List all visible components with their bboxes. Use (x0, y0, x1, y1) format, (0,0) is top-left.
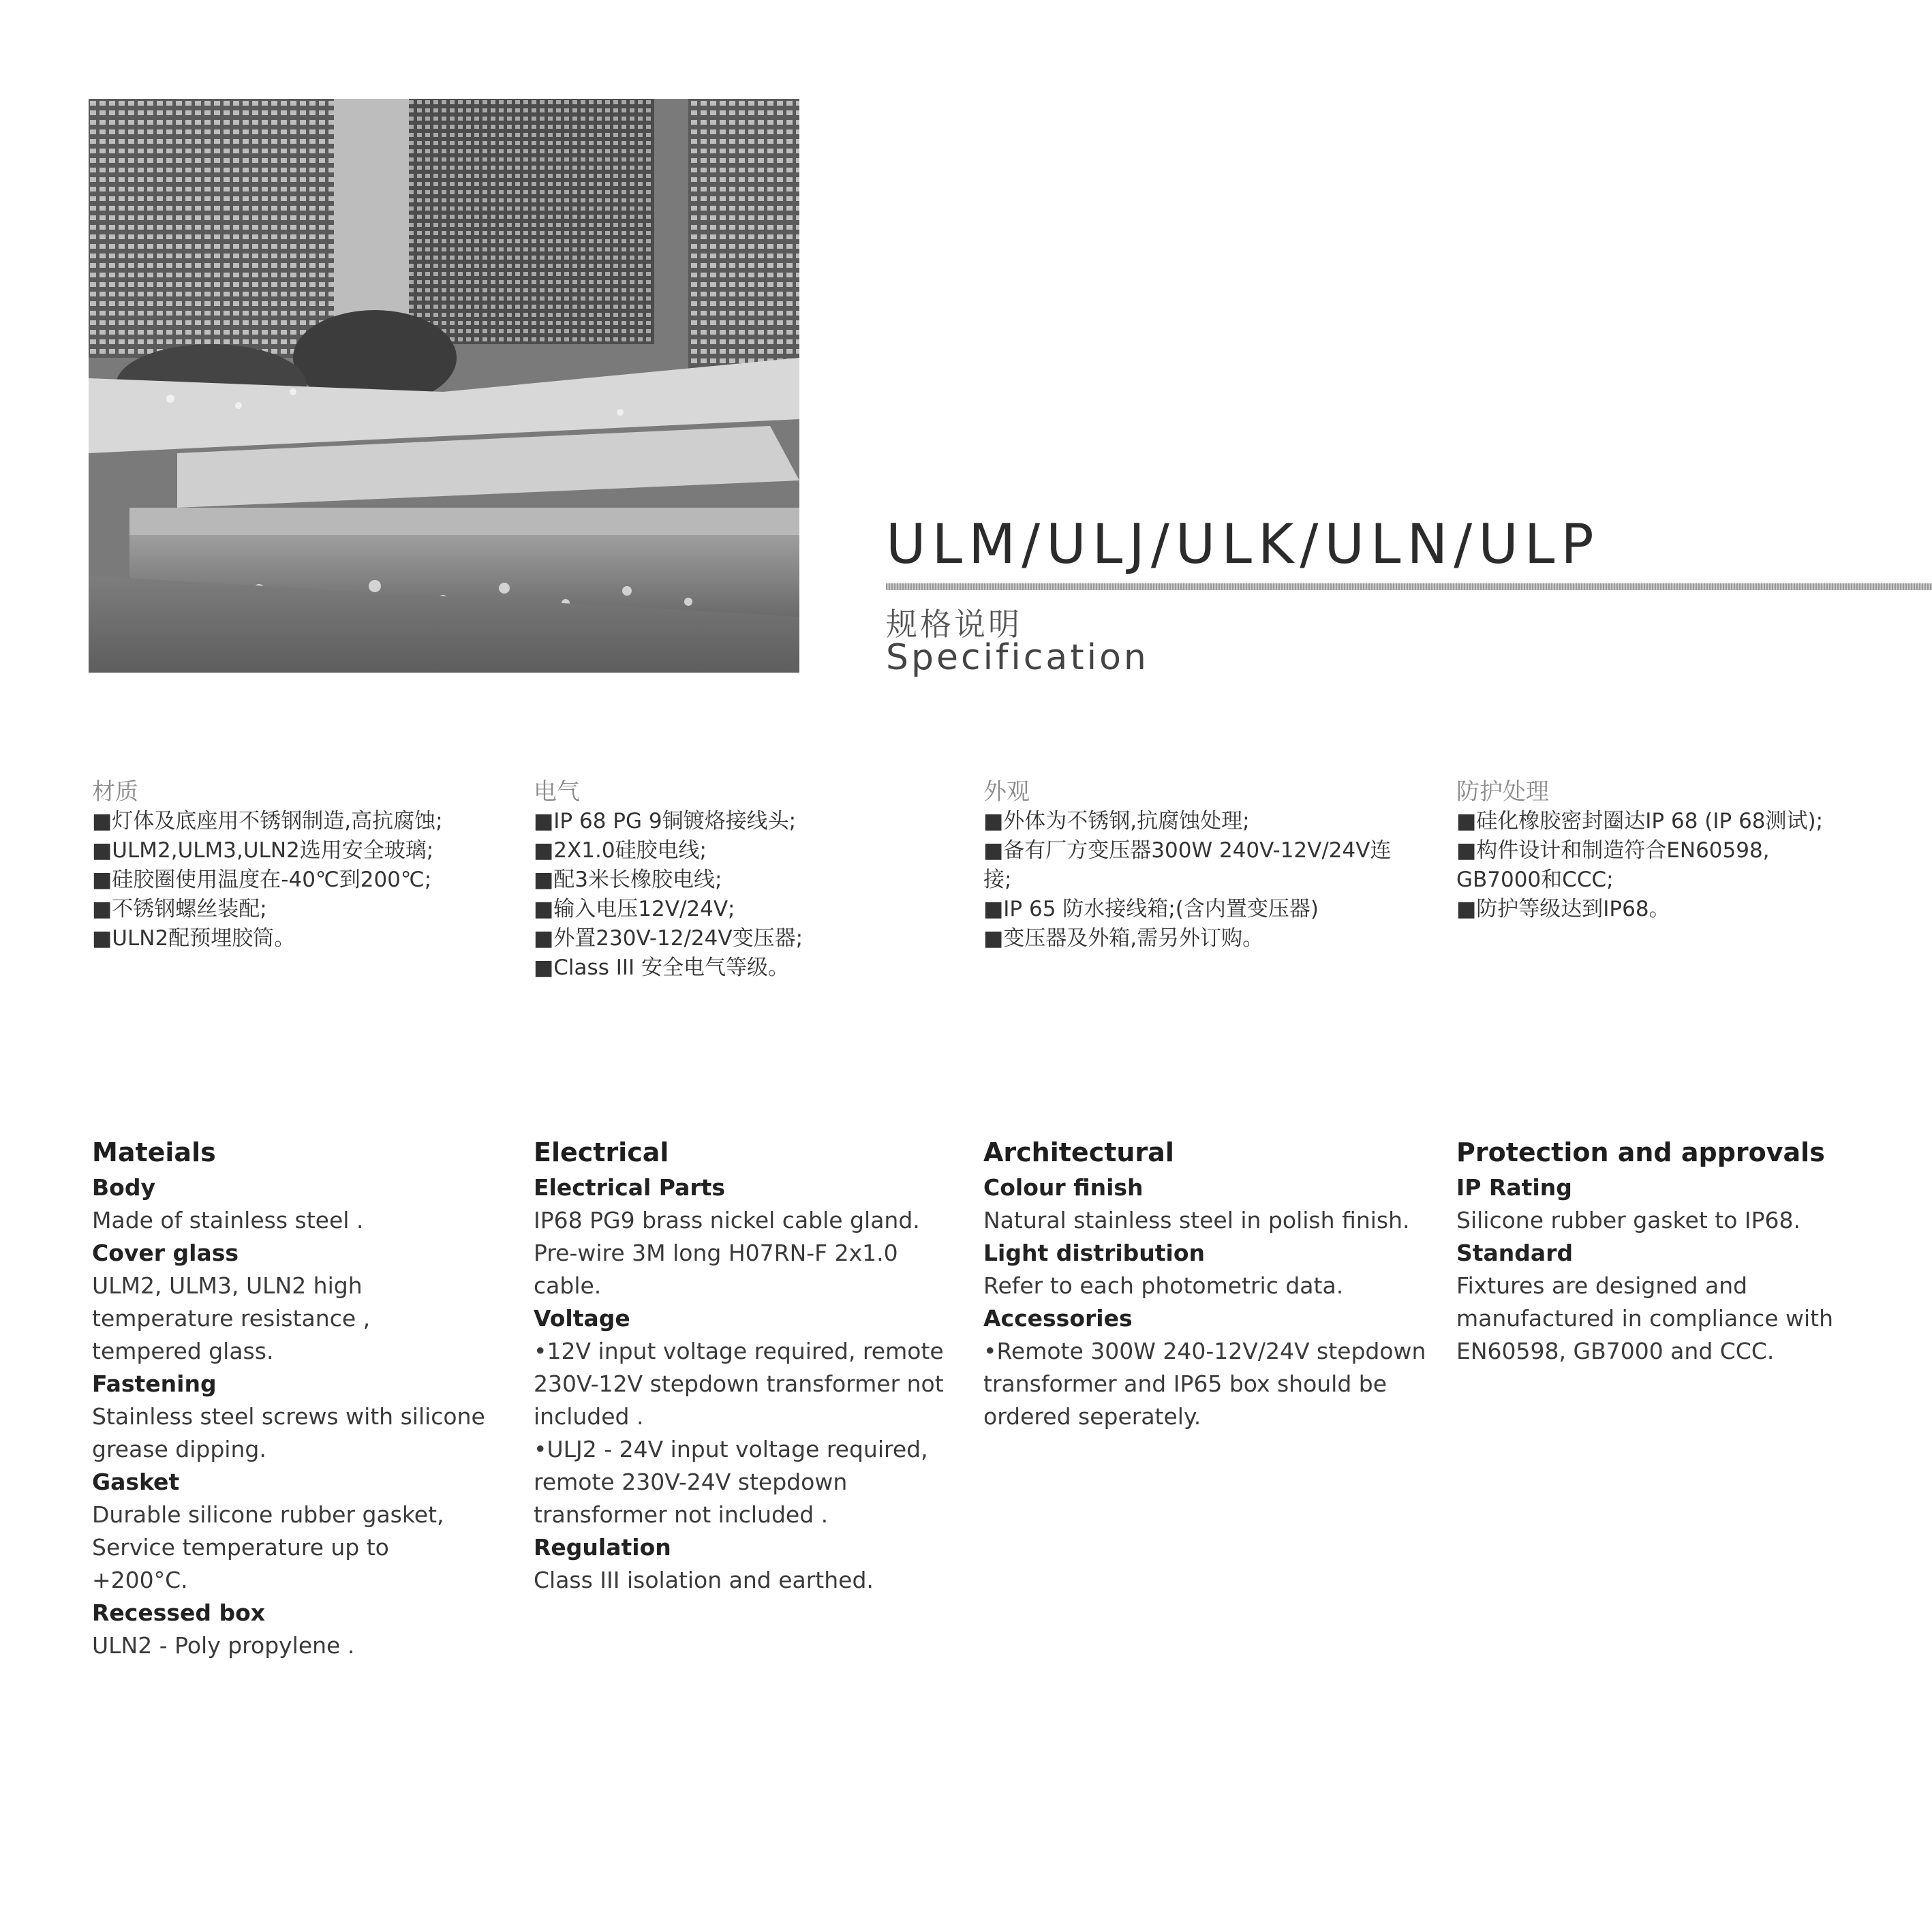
cn-line: ■防护等级达到IP68。 (1456, 897, 1670, 921)
en-column-architectural (983, 1135, 1433, 1433)
en-text: Made of stainless steel . (92, 1207, 364, 1233)
en-heading: Electrical (534, 1137, 669, 1167)
cn-line: ■备有厂方变压器300W 240V-12V/24V连接; (983, 838, 1392, 892)
cn-line: ■变压器及外箱,需另外订购。 (983, 926, 1264, 951)
en-text: Stainless steel screws with silicone grease dipping. (92, 1403, 485, 1462)
en-subheading: Recessed box (92, 1599, 266, 1626)
en-subheading: Electrical Parts (534, 1174, 726, 1201)
en-heading: Architectural (983, 1137, 1174, 1167)
cn-line: ■构件设计和制造符合EN60598, GB7000和CCC; (1456, 838, 1777, 892)
en-subheading: Voltage (534, 1305, 630, 1332)
en-text: Silicone rubber gasket to IP68. (1456, 1207, 1800, 1233)
cn-line: ■输入电压12V/24V; (534, 897, 735, 921)
en-column-electrical (534, 1135, 970, 1597)
en-subheading: Light distribution (983, 1240, 1206, 1266)
cn-line: ■外体为不锈钢,抗腐蚀处理; (983, 809, 1250, 833)
title-divider (886, 583, 1932, 590)
en-text: IP68 PG9 brass nickel cable gland. Pre-wire 3M long H07RN-F 2x1.0 cable. (534, 1207, 920, 1299)
cn-line: ■Class III 安全电气等级。 (534, 955, 789, 980)
product-title: ULM/ULJ/ULK/ULN/ULP (886, 512, 1600, 576)
cn-line: ■灯体及底座用不锈钢制造,高抗腐蚀; (92, 809, 443, 833)
en-subheading: Cover glass (92, 1240, 239, 1266)
cn-line: ■ULN2配预埋胶筒。 (92, 926, 296, 951)
en-text: ULM2, ULM3, ULN2 high temperature resistance , tempered glass. (92, 1272, 371, 1364)
en-text: Fixtures are designed and manufactured in compliance with EN60598, GB7000 and CCC. (1456, 1272, 1834, 1364)
cn-line: ■IP 65 防水接线箱;(含内置变压器) (983, 897, 1319, 921)
cn-heading: 防护处理 (1456, 778, 1549, 806)
fountain-building-photo (89, 99, 799, 673)
cn-column-protection (1456, 777, 1838, 924)
en-text: •Remote 300W 240-12V/24V stepdown transformer and IP65 box should be ordered seperately. (983, 1338, 1426, 1430)
subtitle-english: Specification (886, 637, 1149, 678)
en-heading: Protection and approvals (1456, 1137, 1825, 1167)
cn-line: ■硅胶圈使用温度在-40℃到200℃; (92, 868, 432, 892)
cn-line: ■ULM2,ULM3,ULN2选用安全玻璃; (92, 838, 434, 863)
en-text: Refer to each photometric data. (983, 1272, 1344, 1299)
cn-line: ■不锈钢螺丝装配; (92, 897, 267, 921)
en-subheading: Gasket (92, 1469, 180, 1495)
en-heading: Mateials (92, 1137, 216, 1167)
en-subheading: Body (92, 1174, 155, 1201)
en-text: Durable silicone rubber gasket, Service temperature up to +200°C. (92, 1501, 444, 1593)
cn-column-architectural (983, 777, 1392, 953)
en-column-protection (1456, 1135, 1906, 1368)
cn-heading: 材质 (92, 778, 138, 806)
en-text: •12V input voltage required, remote 230V-12V stepdown transformer not included . •ULJ2 - 24V input voltage required, remote 230V-24V stepdown transformer not included . (534, 1338, 944, 1528)
en-subheading: IP Rating (1456, 1174, 1572, 1201)
cn-line: ■外置230V-12/24V变压器; (534, 926, 803, 951)
cn-line: ■配3米长橡胶电线; (534, 868, 722, 892)
en-subheading: Standard (1456, 1240, 1574, 1266)
cn-column-electrical (534, 777, 942, 983)
en-text: Natural stainless steel in polish finish. (983, 1207, 1410, 1233)
en-text: Class III isolation and earthed. (534, 1567, 874, 1593)
cn-heading: 外观 (983, 778, 1030, 806)
photo-illustration (89, 99, 799, 673)
cn-heading: 电气 (534, 778, 580, 806)
en-subheading: Accessories (983, 1305, 1133, 1332)
en-subheading: Fastening (92, 1370, 217, 1397)
cn-line: ■2X1.0硅胶电线; (534, 838, 707, 863)
en-subheading: Colour finish (983, 1174, 1144, 1201)
cn-column-materials (92, 777, 460, 953)
cn-line: ■IP 68 PG 9铜镀烙接线头; (534, 809, 797, 833)
en-column-materials (92, 1135, 515, 1662)
cn-line: ■硅化橡胶密封圈达IP 68 (IP 68测试); (1456, 809, 1824, 833)
en-text: ULN2 - Poly propylene . (92, 1632, 355, 1659)
en-subheading: Regulation (534, 1534, 671, 1561)
subtitle-chinese: 规格说明 (886, 606, 1022, 643)
